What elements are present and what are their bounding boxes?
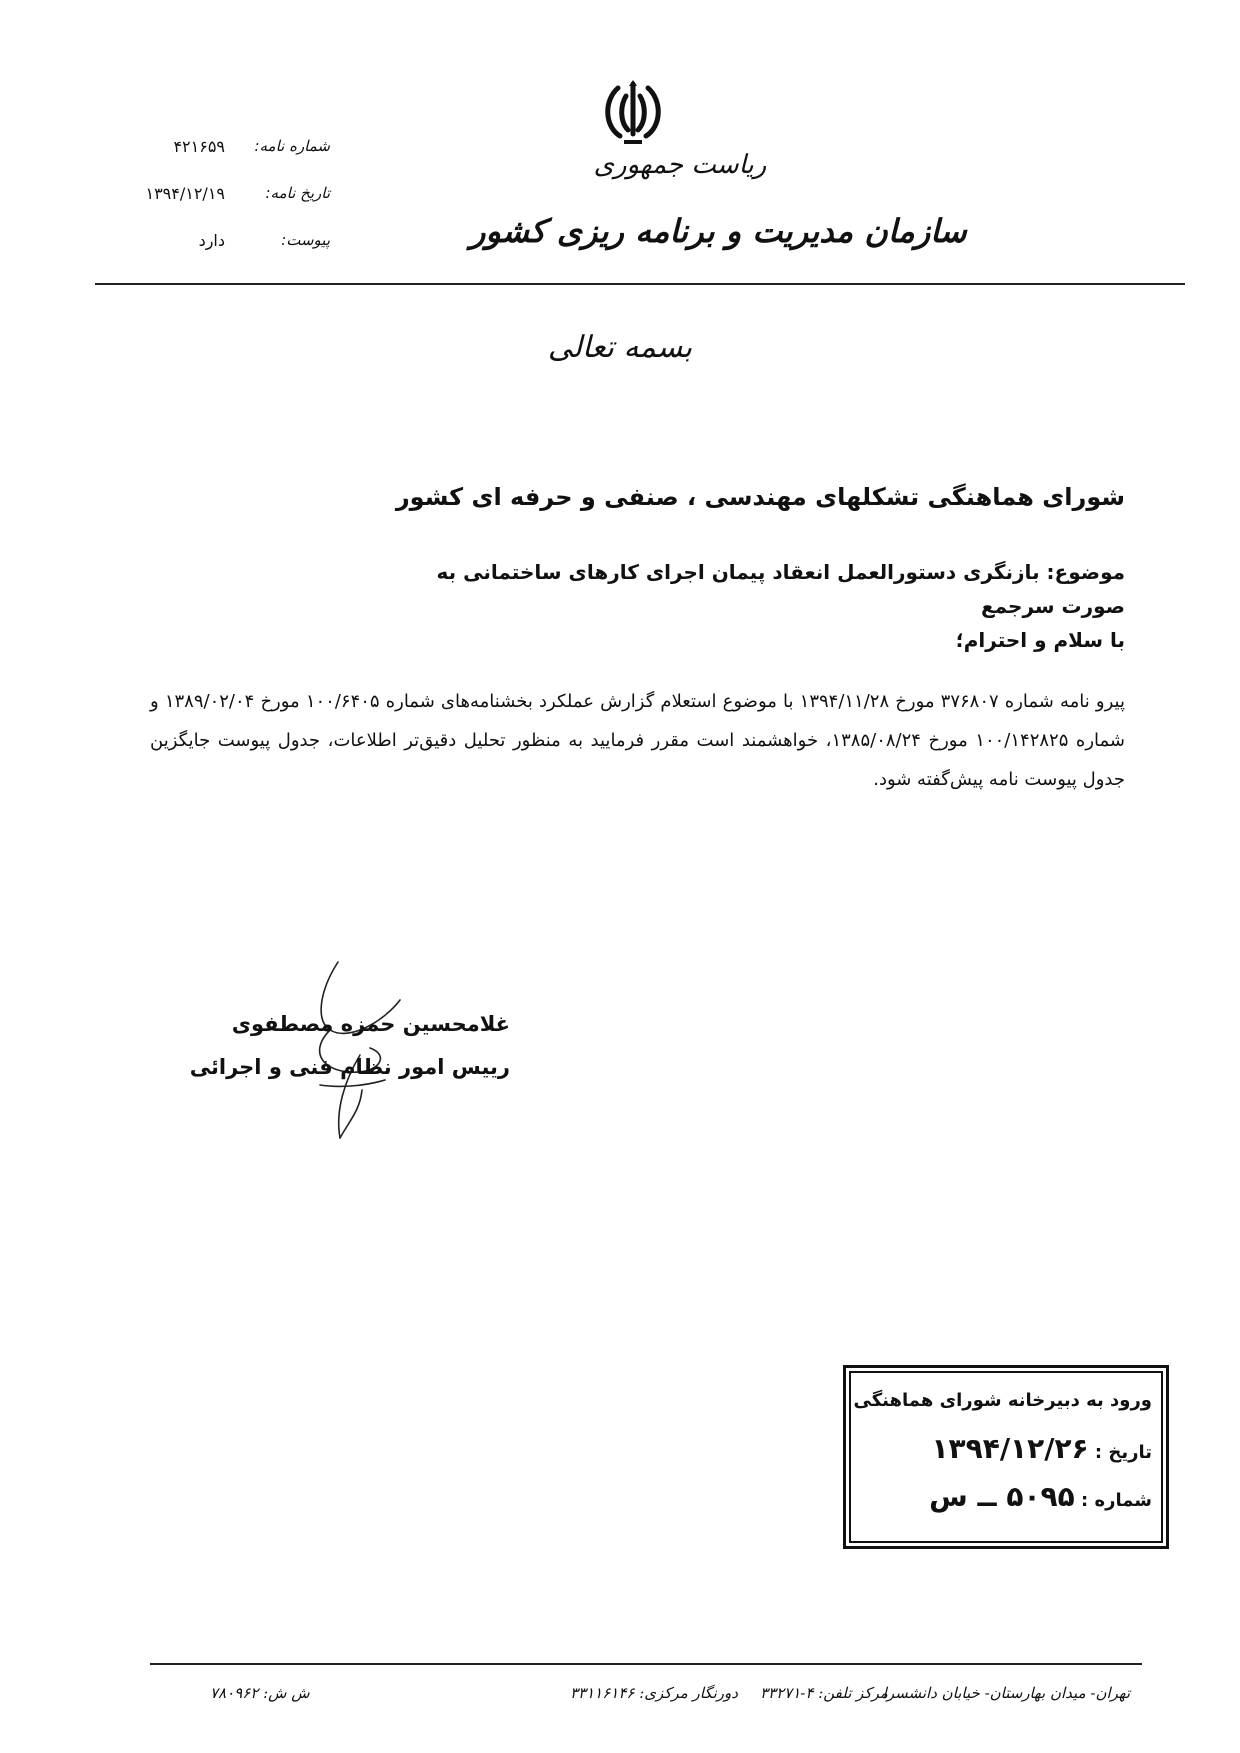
letter-date-label: تاریخ نامه: xyxy=(265,184,330,202)
stamp-title: ورود به دبیرخانه شورای هماهنگی xyxy=(853,1390,1152,1411)
letter-date-row xyxy=(120,184,330,214)
footer-fax: دورنگار مرکزی: ۳۳۱۱۶۱۴۶ xyxy=(570,1684,738,1702)
footer-address: تهران- میدان بهارستان- خیابان دانشسرا xyxy=(882,1684,1130,1702)
organization-name: سازمان مدیریت و برنامه ریزی کشور xyxy=(470,212,967,250)
attachment-row xyxy=(120,231,330,261)
iran-emblem-icon xyxy=(598,78,668,150)
letter-number-value: ۴۲۱۶۵۹ xyxy=(173,137,225,156)
stamp-date-label: تاریخ : xyxy=(1094,1442,1152,1463)
attachment-value: دارد xyxy=(198,231,225,250)
signer-name: غلامحسین حمزه مصطفوی xyxy=(231,1012,510,1036)
attachment-label: پیوست: xyxy=(281,231,330,249)
basmala: بسمه تعالی xyxy=(547,330,693,365)
greeting: با سلام و احترام؛ xyxy=(955,628,1125,652)
stamp-number-value: ۵۰۹۵ ــ س xyxy=(929,1480,1075,1513)
letter-number-label: شماره نامه: xyxy=(254,137,330,155)
receipt-stamp xyxy=(843,1365,1169,1549)
stamp-number xyxy=(929,1480,1152,1513)
subject-line: موضوع: بازنگری دستورالعمل انعقاد پیمان اجرای کارهای ساختمانی به صورت سرجمع xyxy=(436,560,1125,618)
handwritten-signature xyxy=(290,960,420,1140)
stamp-number-label: شماره : xyxy=(1081,1490,1152,1511)
letter-date-value: ۱۳۹۴/۱۲/۱۹ xyxy=(145,184,225,203)
letter-number-row xyxy=(120,137,330,167)
header-divider xyxy=(95,283,1185,285)
footer-divider xyxy=(150,1663,1142,1665)
stamp-date-value: ۱۳۹۴/۱۲/۲۶ xyxy=(931,1432,1089,1465)
footer-phone: مرکز تلفن: ۴-۳۳۲۷۱ xyxy=(760,1684,888,1702)
recipient-line: شورای هماهنگی تشکلهای مهندسی ، صنفی و حرفه ای کشور xyxy=(395,483,1125,511)
presidency-heading: ریاست جمهوری xyxy=(593,150,767,180)
letter-body: پیرو نامه شماره ۳۷۶۸۰۷ مورخ ۱۳۹۴/۱۱/۲۸ با موضوع استعلام گزارش عملکرد بخشنامه‌های شماره ۱۰۰/۶۴۰۵ مورخ ۱۳۸۹/۰۲/۰۴ و شماره ۱۰۰/۱۴۲۸۲۵ مورخ ۱۳۸۵/۰۸/۲۴، خواهشمند است مقرر فرمایید به منظور تحلیل دقیق‌تر اطلاعات، جدول پیوست جایگزین جدول پیوست نامه پیش‌گفته شود. xyxy=(150,691,1126,790)
stamp-date xyxy=(931,1432,1152,1465)
signer-title: رییس امور نظام فنی و اجرائی xyxy=(189,1055,510,1079)
footer-code: ش ش: ۷۸۰۹۶۲ xyxy=(210,1684,310,1702)
